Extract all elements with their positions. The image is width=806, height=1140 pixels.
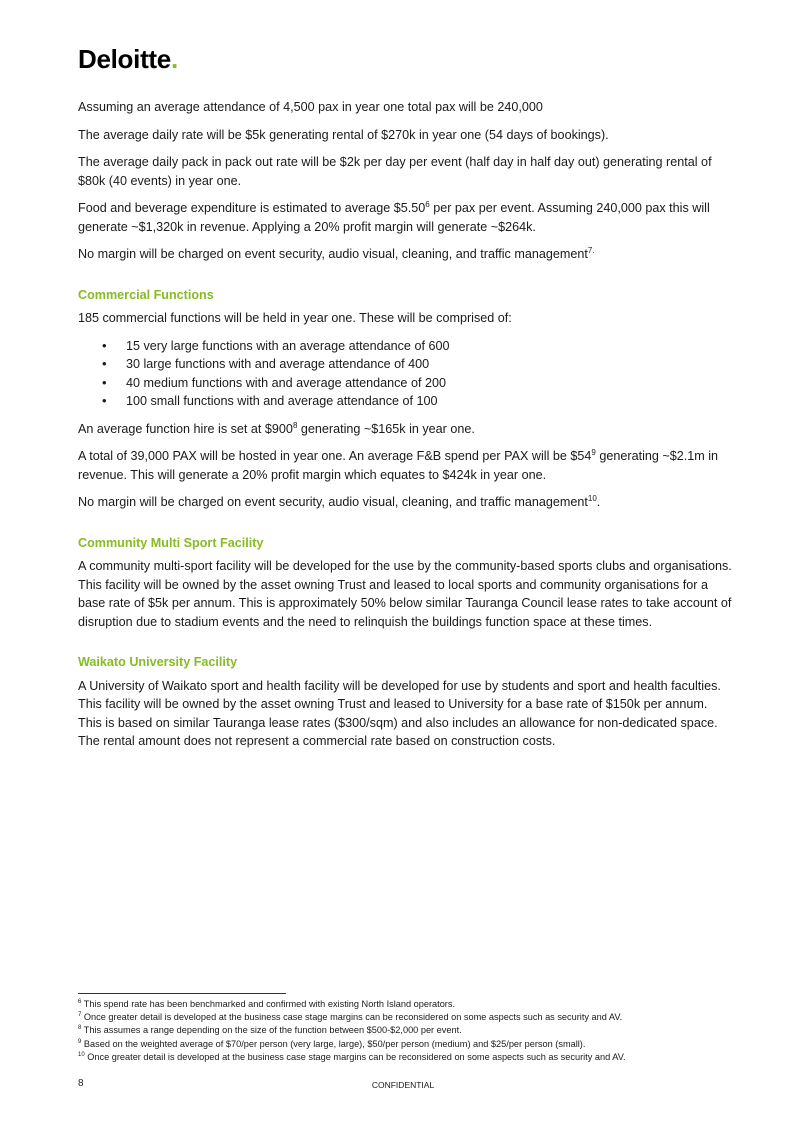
list-item: • 100 small functions with and average attendance of 100 [126, 392, 732, 411]
footnote-7 [78, 1011, 738, 1024]
intro-paragraph-2: The average daily rate will be $5k generating rental of $270k in year one (54 days of bookings). [78, 127, 609, 142]
footnote-text: Once greater detail is developed at the business case stage margins can be reconsidered on some aspects such as security and AV. [84, 1051, 626, 1062]
waikato-facility-heading: Waikato University Facility [78, 655, 238, 669]
footnote-ref-7: 7. [587, 245, 595, 255]
footnote-number: 10 [78, 1051, 85, 1058]
confidential-label: CONFIDENTIAL [371, 1080, 435, 1090]
intro-paragraph-5 [78, 245, 732, 264]
community-facility-heading: Community Multi Sport Facility [78, 535, 264, 550]
intro-paragraph-5-text: No margin will be charged on event security, audio visual, cleaning, and traffic management [78, 247, 588, 261]
commercial-paragraph-3 [78, 447, 732, 484]
commercial-paragraph-3-text-a: A total of 39,000 PAX will be hosted in year one. An average F&B spend per PAX will be $54 [78, 449, 592, 463]
intro-paragraph-3: The average daily pack in pack out rate will be $2k per day per event (half day in half day out) generating rental of $80k (40 events) in year one. [78, 155, 712, 188]
intro-paragraph-1: Assuming an average attendance of 4,500 pax in year one total pax will be 240,000 [78, 100, 543, 114]
footnote-ref-9: 9 [591, 447, 596, 457]
page-number: 8 [78, 1078, 84, 1089]
footnote-number: 8 [78, 1025, 82, 1032]
commercial-paragraph-2 [78, 420, 732, 439]
footnote-text: Based on the weighted average of $70/per person (very large, large), $50/per person (medium) and $25/per person (small). [81, 1038, 586, 1049]
footnote-text: This assumes a range depending on the size of the function between $500-$2,000 per event. [81, 1025, 462, 1036]
intro-paragraph-4-text-a: Food and beverage expenditure is estimated to average $5.50 [78, 201, 426, 215]
waikato-paragraph-1: A University of Waikato sport and health facility will be developed for use by students and sport and health faculties. This facility will be owned by the asset owning Trust and leased to University for a base rate of $150k per annum. This is based on similar Tauranga lease rates ($300/sqm) and also includes an allowance for non-dedicated space. The rental amount does not represent a commercial rate based on construction costs. [78, 678, 721, 748]
commercial-functions-list [78, 337, 732, 411]
footnote-number: 6 [78, 998, 82, 1005]
footnote-10 [78, 1051, 738, 1064]
commercial-paragraph-2-text-b: generating ~$165k in year one. [297, 421, 475, 436]
footnote-6 [78, 998, 738, 1011]
footnote-ref-10: 10 [587, 493, 597, 503]
document-body [78, 98, 732, 760]
footnote-text: Once greater detail is developed at the business case stage margins can be reconsidered on some aspects such as security and AV. [81, 1012, 623, 1023]
footnotes [78, 998, 738, 1064]
footnote-9 [78, 1038, 738, 1051]
footnote-ref-8: 8 [292, 420, 298, 430]
footnote-8 [78, 1024, 738, 1037]
commercial-paragraph-2-text-a: An average function hire is set at $900 [78, 421, 293, 436]
footnote-number: 7 [78, 1012, 82, 1019]
community-paragraph-1: A community multi-sport facility will be developed for the use by the community-based sports clubs and organisations. This facility will be owned by the asset owning Trust and leased to local sports and community organisations for a base rate of $5k per annum. This is approximately 50% below similar Tauranga Council lease rates to take account of disruption due to stadium events and the need to relinquish the buildings function space at these times. [78, 559, 732, 629]
footnote-text: This spend rate has been benchmarked and confirmed with existing North Island operators. [81, 999, 456, 1009]
commercial-paragraph-4 [78, 493, 732, 512]
list-item: • 15 very large functions with an average attendance of 600 [126, 337, 732, 356]
commercial-paragraph-4-text-b: . [596, 495, 601, 509]
footnote-number: 9 [78, 1038, 82, 1045]
list-item: • 30 large functions with and average attendance of 400 [126, 355, 732, 374]
footnote-ref-6: 6 [425, 199, 430, 209]
intro-paragraph-4 [78, 199, 732, 236]
list-item: • 40 medium functions with and average attendance of 200 [126, 374, 732, 393]
intro-paragraph-4-text-b: per pax per event. Assuming 240,000 pax this will generate ~$1,320k in revenue. Applying a 20% profit margin will generate ~$264k. [78, 201, 710, 234]
logo-dot: . [170, 44, 178, 74]
footnote-divider [78, 993, 286, 994]
logo-text: Deloitte [78, 44, 171, 74]
commercial-functions-heading: Commercial Functions [78, 287, 214, 302]
commercial-paragraph-3-text-b: generating ~$2.1m in revenue. This will generate a 20% profit margin which equates to $424k in year one. [78, 449, 719, 482]
commercial-paragraph-4-text-a: No margin will be charged on event security, audio visual, cleaning, and traffic management [78, 495, 588, 509]
deloitte-logo [78, 44, 178, 75]
commercial-paragraph-1: 185 commercial functions will be held in year one. These will be comprised of: [78, 311, 512, 325]
